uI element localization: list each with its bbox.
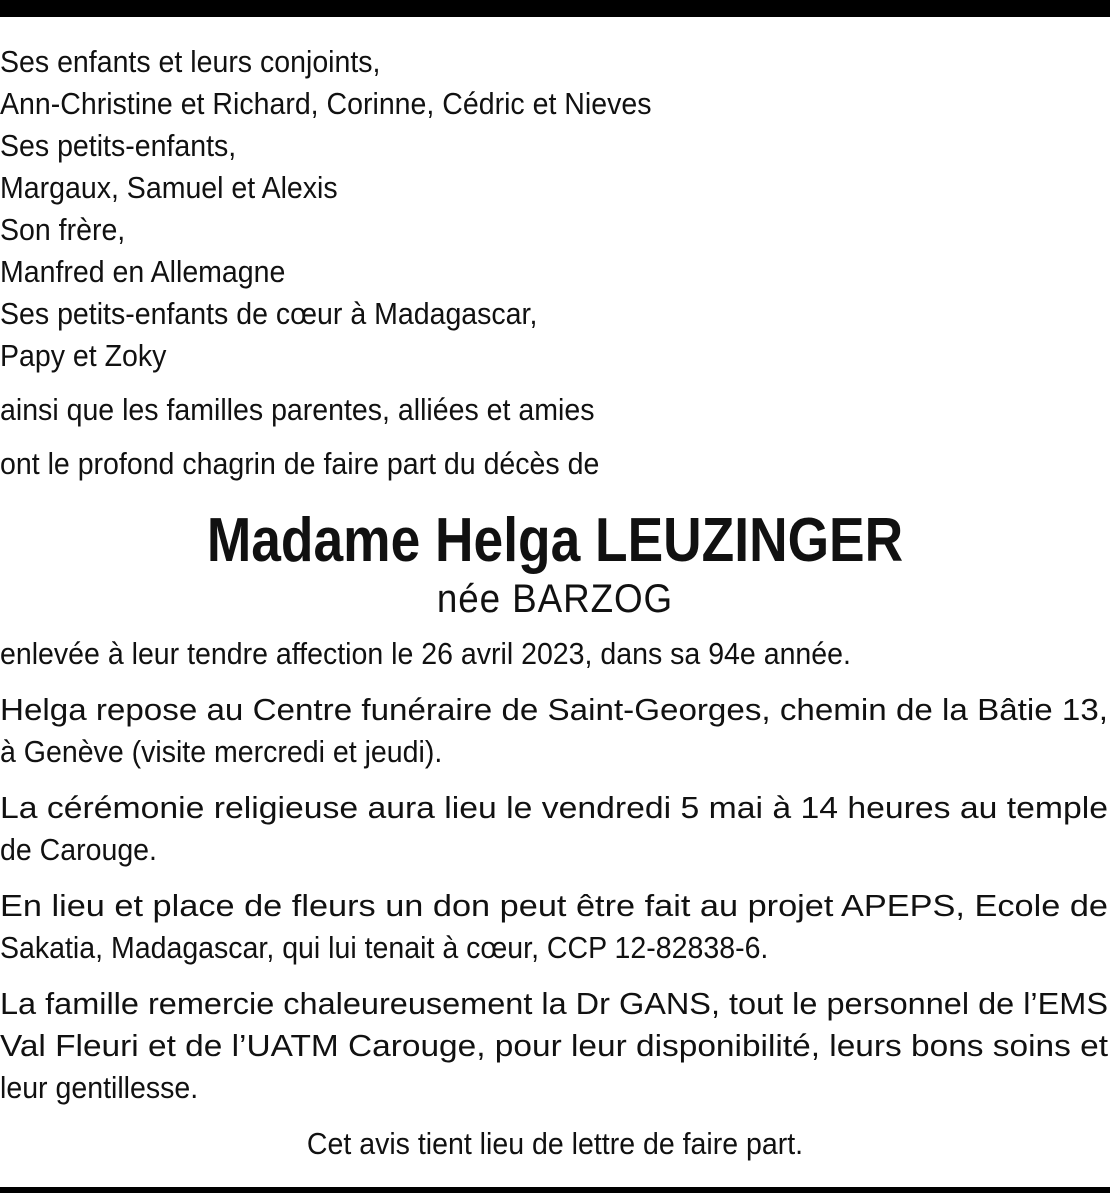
paragraph-line: La famille remercie chaleureusement la Dr GANS, tout le personnel de l’EMS (0, 986, 1108, 1021)
paragraph-line: leur gentillesse. (0, 1070, 199, 1105)
thanks-paragraph (0, 983, 1110, 1109)
family-line: Ses enfants et leurs conjoints, (0, 44, 381, 79)
top-border-rule (0, 0, 1110, 17)
repose-paragraph (0, 689, 1110, 773)
paragraph-line: de Carouge. (0, 832, 157, 867)
death-date-line: enlevée à leur tendre affection le 26 avril 2023, dans sa 94e année. (0, 636, 851, 671)
ceremony-paragraph (0, 787, 1110, 871)
paragraph-line: En lieu et place de fleurs un don peut être fait au projet APEPS, Ecole de (0, 888, 1108, 923)
paragraph-line: Sakatia, Madagascar, qui lui tenait à cœur, CCP 12-82838-6. (0, 930, 769, 965)
family-line: Ses petits-enfants de cœur à Madagascar, (0, 296, 538, 331)
family-block (0, 41, 1110, 377)
maiden-name: née BARZOG (436, 577, 674, 621)
relatives-line: ainsi que les familles parentes, alliées et amies (0, 392, 595, 427)
family-line: Margaux, Samuel et Alexis (0, 170, 338, 205)
donation-paragraph (0, 885, 1110, 969)
family-line: Ann-Christine et Richard, Corinne, Cédric et Nieves (0, 86, 652, 121)
paragraph-line: Val Fleuri et de l’UATM Carouge, pour leur disponibilité, leurs bons soins et (0, 1028, 1108, 1063)
announcement-line: ont le profond chagrin de faire part du décès de (0, 446, 600, 481)
family-line: Papy et Zoky (0, 338, 167, 373)
obituary-notice (0, 41, 1110, 1165)
paragraph-line: Helga repose au Centre funéraire de Saint-Georges, chemin de la Bâtie 13, (0, 692, 1108, 727)
deceased-name: Madame Helga LEUZINGER (206, 506, 904, 575)
family-line: Son frère, (0, 212, 126, 247)
family-line: Ses petits-enfants, (0, 128, 237, 163)
family-line: Manfred en Allemagne (0, 254, 286, 289)
bottom-border-rule (0, 1187, 1110, 1193)
paragraph-line: à Genève (visite mercredi et jeudi). (0, 734, 443, 769)
closing-line: Cet avis tient lieu de lettre de faire part. (306, 1126, 804, 1161)
paragraph-line: La cérémonie religieuse aura lieu le vendredi 5 mai à 14 heures au temple (0, 790, 1108, 825)
